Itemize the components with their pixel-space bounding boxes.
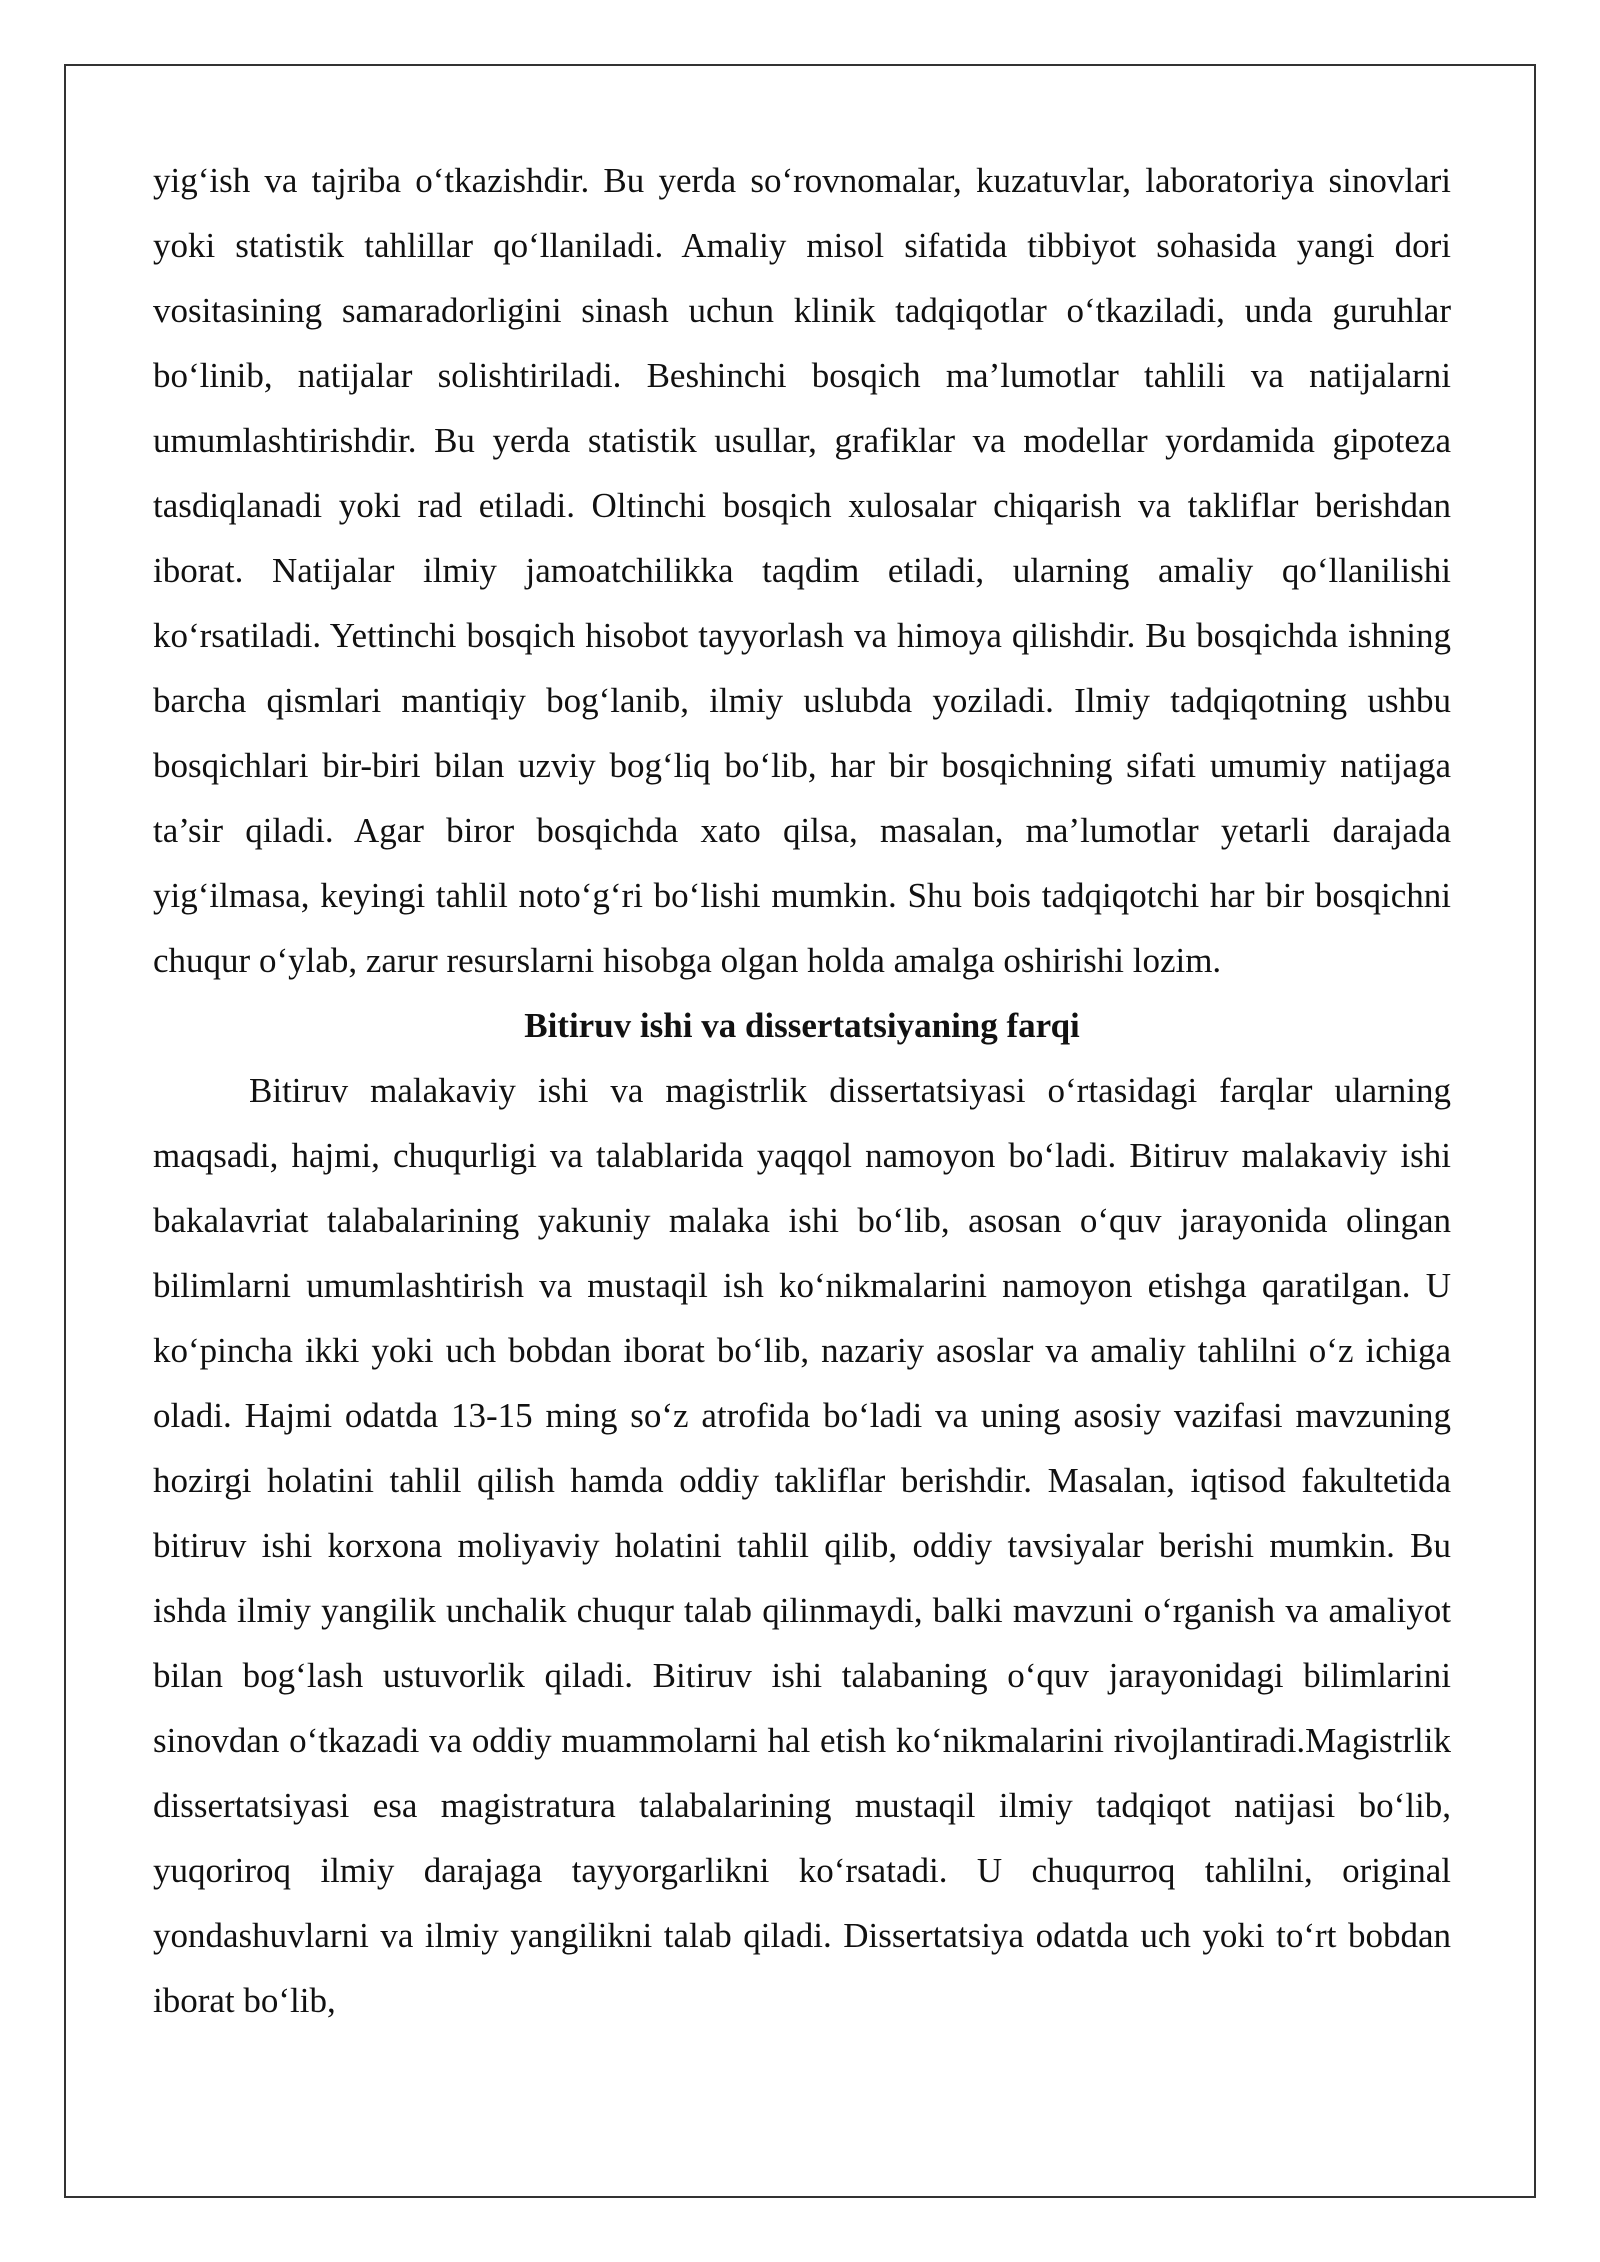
paragraph-continued: yig‘ish va tajriba o‘tkazishdir. Bu yerda so‘rovnomalar, kuzatuvlar, laboratoriya sinovlari yoki statistik tahlillar qo‘llaniladi. Amaliy misol sifatida tibbiyot sohasida yangi dori vositasining samaradorligini sinash uchun klinik tadqiqotlar o‘tkaziladi, unda guruhlar bo‘linib, natijalar solishtiriladi. Beshinchi bosqich ma’lumotlar tahlili va natijalarni umumlashtirishdir. Bu yerda statistik usullar, grafiklar va modellar yordamida gipoteza tasdiqlanadi yoki rad etiladi. Oltinchi bosqich xulosalar chiqarish va takliflar berishdan iborat. Natijalar ilmiy jamoatchilikka taqdim etiladi, ularning amaliy qo‘llanilishi ko‘rsatiladi. Yettinchi bosqich hisobot tayyorlash va himoya qilishdir. Bu bosqichda ishning barcha qismlari mantiqiy bog‘lanib, ilmiy uslubda yoziladi. Ilmiy tadqiqotning ushbu bosqichlari bir-biri bilan uzviy bog‘liq bo‘lib, har bir bosqichning sifati umumiy natijaga ta’sir qiladi. Agar biror bosqichda xato qilsa, masalan, ma’lumotlar yetarli darajada yig‘ilmasa, keyingi tahlil noto‘g‘ri bo‘lishi mumkin. Shu bois tadqiqotchi har bir bosqichni chuqur o‘ylab, zarur resurslarni hisobga olgan holda amalga oshirishi lozim. bbox=[153, 161, 1451, 980]
paragraph-main: Bitiruv malakaviy ishi va magistrlik dissertatsiyasi o‘rtasidagi farqlar ularning maqsadi, hajmi, chuqurligi va talablarida yaqqol namoyon bo‘ladi. Bitiruv malakaviy ishi bakalavriat talabalarining yakuniy malaka ishi bo‘lib, asosan o‘quv jarayonida olingan bilimlarni umumlashtirish va mustaqil ish ko‘nikmalarini namoyon etishga qaratilgan. U ko‘pincha ikki yoki uch bobdan iborat bo‘lib, nazariy asoslar va amaliy tahlilni o‘z ichiga oladi. Hajmi odatda 13-15 ming so‘z atrofida bo‘ladi va uning asosiy vazifasi mavzuning hozirgi holatini tahlil qilish hamda oddiy takliflar berishdir. Masalan, iqtisod fakultetida bitiruv ishi korxona moliyaviy holatini tahlil qilib, oddiy tavsiyalar berishi mumkin. Bu ishda ilmiy yangilik unchalik chuqur talab qilinmaydi, balki mavzuni o‘rganish va amaliyot bilan bog‘lash ustuvorlik qiladi. Bitiruv ishi talabaning o‘quv jarayonidagi bilimlarini sinovdan o‘tkazadi va oddiy muammolarni hal etish ko‘nikmalarini rivojlantiradi.Magistrlik dissertatsiyasi esa magistratura talabalarining mustaqil ilmiy tadqiqot natijasi bo‘lib, yuqoriroq ilmiy darajaga tayyorgarlikni ko‘rsatadi. U chuqurroq tahlilni, original yondashuvlarni va ilmiy yangilikni talab qiladi. Dissertatsiya odatda uch yoki to‘rt bobdan iborat bo‘lib, bbox=[153, 1071, 1451, 2020]
section-heading: Bitiruv ishi va dissertatsiyaning farqi bbox=[524, 1006, 1080, 1045]
document-body bbox=[153, 148, 1451, 2033]
